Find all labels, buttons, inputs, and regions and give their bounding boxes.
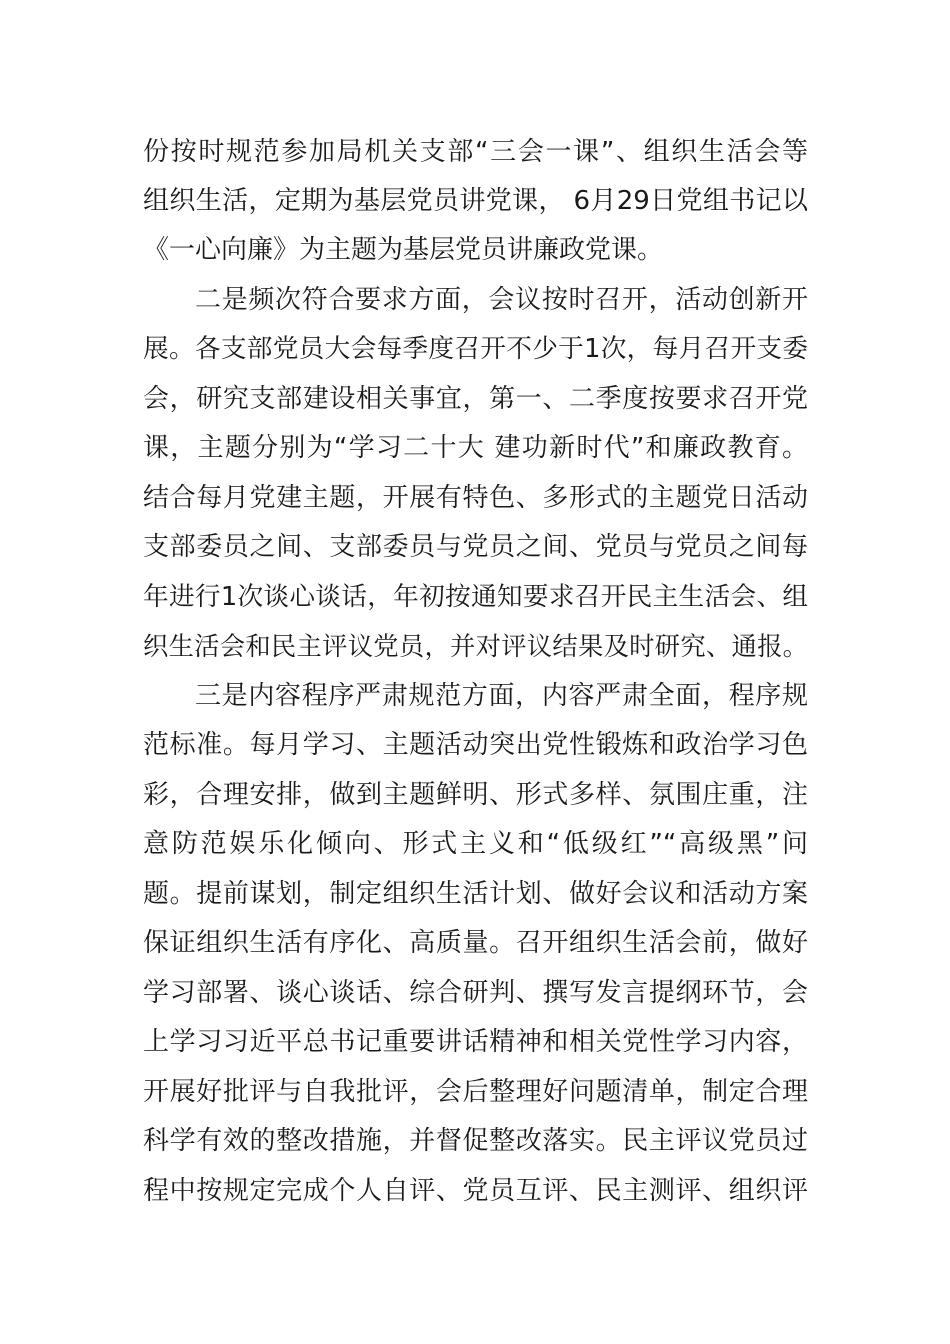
paragraph-line: 会，研究支部建设相关事宜，第一、二季度按要求召开党 — [143, 384, 808, 414]
paragraph-line: 结合每月党建主题，开展有特色、多形式的主题党日活动 — [143, 483, 808, 513]
paragraph-line: 份按时规范参加局机关支部“三会一课”、组织生活会等 — [143, 137, 808, 167]
paragraph-line: 《一心向廉》为主题为基层党员讲廉政党课。 — [143, 235, 664, 265]
paragraph-line: 年进行1次谈心谈话，年初按通知要求召开民主生活会、组 — [143, 582, 808, 612]
paragraph-line: 织生活会和民主评议党员，并对评议结果及时研究、通报。 — [143, 631, 808, 661]
paragraph-line: 展。各支部党员大会每季度召开不少于1次，每月召开支委 — [143, 334, 808, 364]
paragraph-line: 范标准。每月学习、主题活动突出党性锻炼和政治学习色 — [143, 730, 808, 760]
paragraph-line: 科学有效的整改措施，并督促整改落实。民主评议党员过 — [143, 1126, 808, 1156]
paragraph-line: 开展好批评与自我批评，会后整理好问题清单，制定合理 — [143, 1077, 808, 1107]
paragraph-line: 上学习习近平总书记重要讲话精神和相关党性学习内容， — [143, 1027, 808, 1057]
paragraph-line: 课，主题分别为“学习二十大 建功新时代”和廉政教育。 — [143, 433, 808, 463]
paragraph-line: 支部委员之间、支部委员与党员之间、党员与党员之间每 — [143, 532, 808, 562]
paragraph-line: 程中按规定完成个人自评、党员互评、民主测评、组织评 — [143, 1176, 808, 1206]
paragraph-line: 彩，合理安排，做到主题鲜明、形式多样、氛围庄重，注 — [143, 780, 808, 810]
paragraph-line: 学习部署、谈心谈话、综合研判、撰写发言提纲环节，会 — [143, 978, 808, 1008]
paragraph-line: 组织生活，定期为基层党员讲党课， 6月29日党组书记以 — [143, 186, 808, 216]
paragraph-line: 保证组织生活有序化、高质量。召开组织生活会前，做好 — [143, 928, 808, 958]
paragraph-line: 意防范娱乐化倾向、形式主义和“低级红”“高级黑”问 — [143, 829, 808, 859]
paragraph-line: 题。提前谋划，制定组织生活计划、做好会议和活动方案 — [143, 879, 808, 909]
paragraph-line: 三是内容程序严肃规范方面，内容严肃全面，程序规 — [195, 681, 808, 711]
paragraph-line: 二是频次符合要求方面，会议按时召开，活动创新开 — [195, 285, 808, 315]
